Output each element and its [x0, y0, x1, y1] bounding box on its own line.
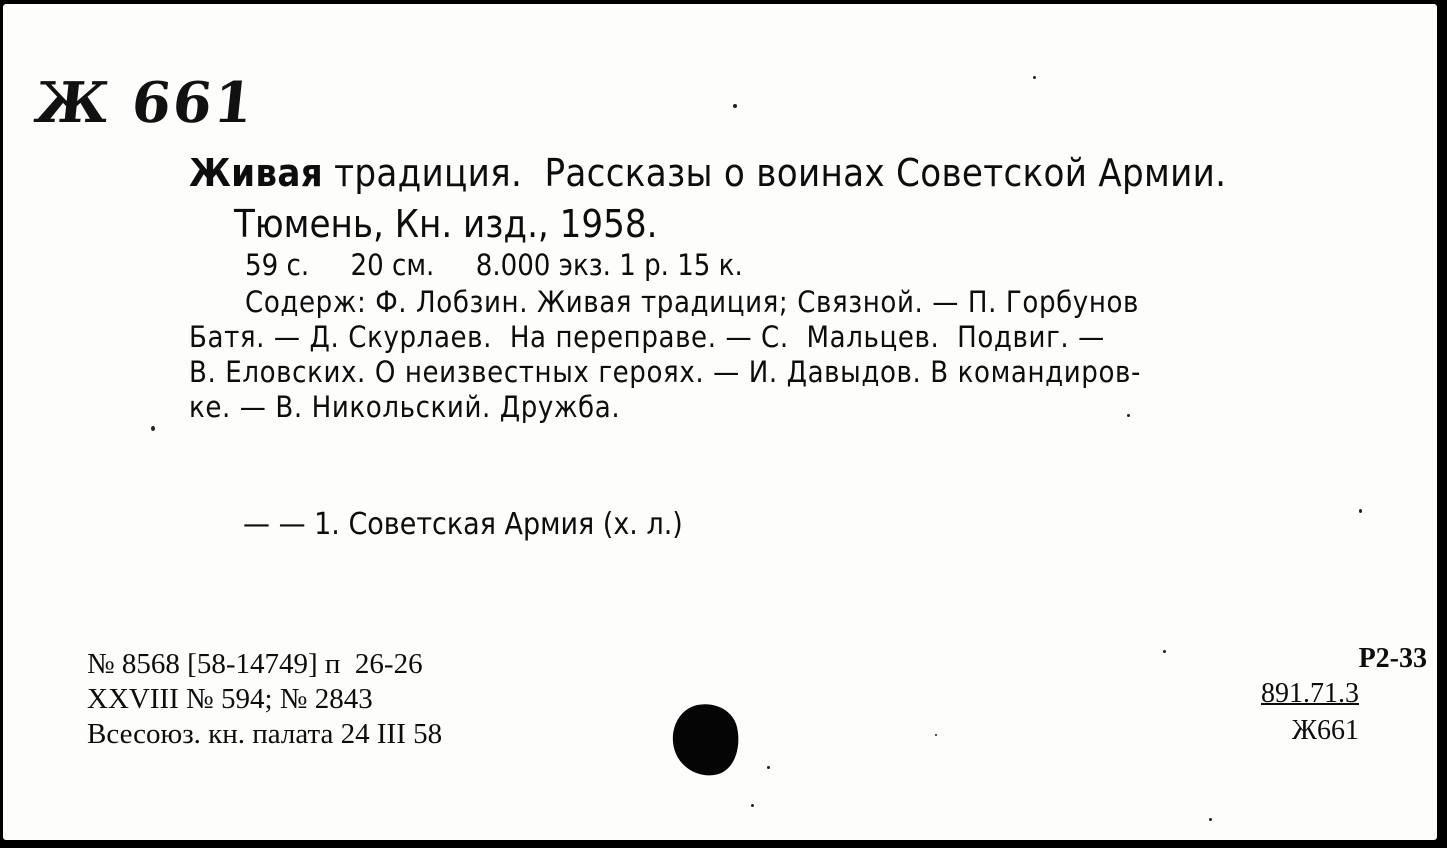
footer-line: XXVIII № 594; № 2843 — [87, 683, 373, 715]
catalog-card — [3, 4, 1437, 840]
ink-speck — [1359, 509, 1362, 513]
footer-line: № 8568 [58-14749] п 26-26 — [87, 648, 423, 680]
classification-code: 891.71.3 — [1261, 678, 1359, 709]
handwritten-shelfmark: Ж 661 — [31, 70, 259, 136]
ink-speck — [1127, 414, 1130, 417]
ink-speck — [733, 104, 737, 108]
card-imprint: Тюмень, Кн. изд., 1958. — [234, 202, 658, 246]
contents-line: Батя. — Д. Скурлаев. На переправе. — С. Мальцев. Подвиг. — — [189, 320, 1105, 354]
ink-speck — [1033, 76, 1036, 79]
card-title-bold: Живая — [189, 151, 323, 195]
ink-speck — [767, 766, 770, 769]
contents-line: Содерж: Ф. Лобзин. Живая традиция; Связной. — П. Горбунов — [245, 285, 1140, 319]
ink-speck — [935, 734, 937, 736]
card-collation: 59 с. 20 см. 8.000 экз. 1 р. 15 к. — [245, 248, 743, 282]
ink-speck — [151, 426, 155, 431]
contents-line: ке. — В. Никольский. Дружба. — [189, 390, 621, 424]
contents-line: В. Еловских. О неизвестных героях. — И. Давыдов. В командиров- — [189, 355, 1142, 389]
punch-hole — [666, 698, 746, 782]
ink-speck — [1209, 818, 1212, 821]
card-title-rest: традиция. Рассказы о воинах Советской Армии. — [322, 151, 1227, 195]
ink-speck — [751, 804, 754, 807]
classification-code: Р2-33 — [1358, 643, 1427, 674]
footer-line: Всесоюз. кн. палата 24 III 58 — [87, 718, 443, 750]
subject-heading: — — 1. Советская Армия (х. л.) — [243, 507, 683, 542]
ink-speck — [1163, 650, 1166, 653]
classification-code: Ж661 — [1291, 715, 1359, 746]
card-title — [189, 151, 1227, 195]
